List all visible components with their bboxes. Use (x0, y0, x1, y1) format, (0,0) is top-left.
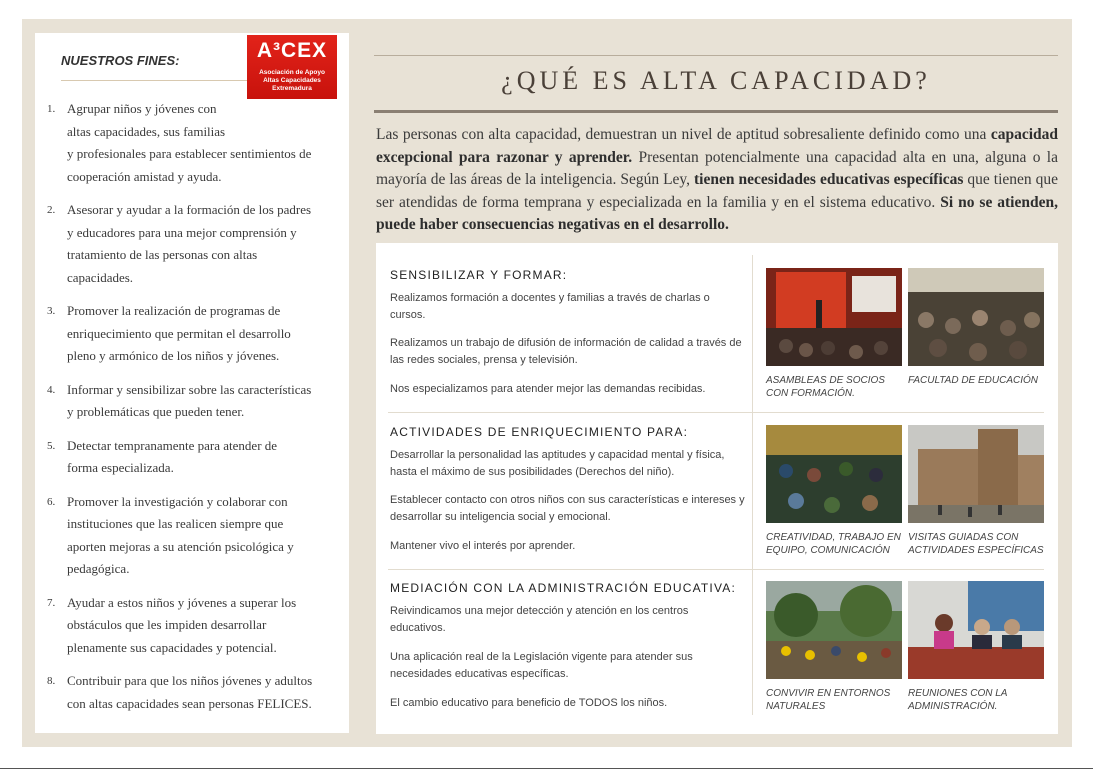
fin-line: y educadores para una mejor comprensión y (67, 224, 297, 240)
fin-line: Detectar tempranamente para atender de (67, 437, 278, 453)
logo-subtitle-line: Altas Capacidades (263, 77, 321, 84)
fin-line: tratamiento de las personas con altas (67, 247, 258, 262)
intro-bold-text: tienen necesidades educativas específicas (694, 171, 964, 188)
photo-caption (766, 688, 906, 713)
fin-line: enriquecimiento que permitan el desarrollo (67, 325, 291, 341)
intro-text: que tienen que ser atendidas de forma temprana y especializada en la familia y en el sistema educativo. (376, 171, 1059, 211)
section-title: ACTIVIDADES DE ENRIQUECIMIENTO PARA: (390, 425, 689, 439)
caption-line: FACULTAD DE EDUCACIÓN (908, 375, 1039, 386)
section-paragraph: Realizamos formación a docentes y familias a través de charlas o cursos. (390, 292, 710, 321)
fin-item-3 (43, 300, 339, 368)
photo-creatividad (766, 425, 902, 523)
section-paragraph: Establecer contacto con otros niños con sus características e intereses y desarrollar su inteligencia social y emocional. (390, 494, 745, 523)
fin-line: aporten mejoras a su atención psicológica y (67, 538, 294, 554)
fines-list (43, 98, 339, 715)
caption-line: ACTIVIDADES ESPECÍFICAS (908, 544, 1044, 556)
fin-number: 5. (47, 439, 56, 452)
caption-line: CONVIVIR EN ENTORNOS (766, 688, 891, 699)
section-sensibilizar (388, 243, 1044, 411)
caption-line: VISITAS GUIADAS CON (908, 532, 1019, 543)
intro-bold-text: capacidad excepcional para razonar y aprender. (376, 126, 1058, 166)
fin-line: Asesorar y ayudar a la formación de los padres (67, 202, 312, 217)
section-paragraph: Mantener vivo el interés por aprender. (390, 540, 576, 552)
photo-visitas (908, 425, 1044, 523)
caption-line: REUNIONES CON LA (908, 688, 1008, 699)
photo-convivir (766, 581, 902, 679)
section-title: SENSIBILIZAR Y FORMAR: (390, 268, 568, 282)
logo-subtitle-line: Asociación de Apoyo (259, 69, 325, 76)
intro-bold-text: Si no se atienden, puede haber consecuencias negativas en el desarrollo. (376, 193, 1058, 233)
photo-reuniones (908, 581, 1044, 679)
caption-line: CREATIVIDAD, TRABAJO EN (766, 532, 901, 543)
fin-line: plenamente sus capacidades y potencial. (67, 639, 277, 655)
section-mediacion (388, 556, 1044, 721)
fin-line: y problemáticas que pueden tener. (67, 404, 245, 419)
logo-main-text: A³CEX (256, 39, 328, 62)
fin-number: 4. (47, 383, 56, 396)
fin-item-1 (43, 98, 339, 188)
section-paragraph: Nos especializamos para atender mejor las demandas recibidas. (390, 383, 706, 395)
fin-line: Agrupar niños y jóvenes con (67, 101, 217, 116)
section-paragraph: Realizamos un trabajo de difusión de información de calidad a través de las redes sociales, prensa y televisión. (390, 337, 742, 366)
caption-line: ASAMBLEAS DE SOCIOS (766, 375, 885, 386)
fin-line: Contribuir para que los niños jóvenes y adultos (67, 673, 313, 688)
section-paragraph: Una aplicación real de la Legislación vigente para atender sus necesidades educativas específicas. (390, 651, 693, 680)
intro-text: Presentan potencialmente una capacidad alta en una, alguna o la mayoría de las áreas de la inteligencia. Según Ley, (376, 148, 1058, 188)
fin-item-8 (43, 670, 339, 715)
logo-subtitle (247, 69, 337, 93)
section-paragraph: Desarrollar la personalidad las aptitudes y capacidad mental y física, hasta el máximo de sus posibilidades (Derechos del niño). (390, 449, 725, 478)
activities-card (376, 243, 1058, 734)
fin-line: Promover la realización de programas de (67, 303, 281, 318)
logo-subtitle-line: Extremadura (272, 85, 312, 92)
photo-caption (908, 532, 1048, 557)
fines-title-rule (61, 80, 271, 81)
fin-line: con altas capacidades sean personas FELICES. (67, 695, 312, 711)
caption-line: NATURALES (766, 700, 826, 712)
fin-number: 7. (47, 596, 56, 609)
fin-item-4 (43, 379, 339, 424)
fin-line: Informar y sensibilizar sobre las características (67, 381, 312, 397)
page-bottom-rule (0, 768, 1093, 769)
section-paragraph: Reivindicamos una mejor detección y atención en los centros educativos. (390, 605, 689, 634)
fin-item-6 (43, 491, 339, 581)
fin-number: 1. (47, 103, 56, 115)
fin-line: altas capacidades, sus familias (67, 123, 226, 139)
fines-title: NUESTROS FINES: (61, 53, 180, 68)
page-title: ¿QUÉ ES ALTA CAPACIDAD? (501, 66, 931, 95)
fin-line: forma especializada. (67, 460, 174, 475)
fin-line: y profesionales para establecer sentimientos de (67, 146, 312, 161)
fin-line: instituciones que las realicen siempre que (67, 516, 284, 531)
fin-item-5 (43, 435, 339, 480)
title-bottom-rule (374, 110, 1058, 113)
photo-caption (908, 688, 1048, 713)
photo-facultad (908, 268, 1044, 366)
fin-line: Ayudar a estos niños y jóvenes a superar los (67, 594, 297, 610)
fin-line: Promover la investigación y colaborar con (67, 493, 288, 509)
fin-number: 6. (47, 495, 56, 508)
fin-line: cooperación amistad y ayuda. (67, 168, 222, 184)
photo-caption (908, 375, 1048, 388)
fin-item-2 (43, 199, 339, 289)
fin-line: obstáculos que les impiden desarrollar (67, 617, 267, 632)
fin-number: 2. (47, 204, 56, 216)
intro-paragraph (376, 124, 1058, 237)
intro-text: Las personas con alta capacidad, demuestran un nivel de aptitud sobresaliente definido como una (376, 126, 991, 143)
fin-item-7 (43, 592, 339, 660)
nuestros-fines-panel (35, 33, 349, 733)
fin-line: pleno y armónico de los niños y jóvenes. (67, 348, 280, 363)
photo-caption (766, 532, 906, 557)
section-title: MEDIACIÓN CON LA ADMINISTRACIÓN EDUCATIVA: (390, 581, 736, 595)
fin-line: pedagógica. (67, 561, 130, 576)
photo-asamblea (766, 268, 902, 366)
photo-caption (766, 375, 906, 400)
a3cex-logo (247, 35, 337, 99)
caption-line: EQUIPO, COMUNICACIÓN (766, 544, 890, 556)
fin-number: 8. (47, 675, 56, 687)
section-actividades (388, 400, 1044, 558)
caption-line: ADMINISTRACIÓN. (908, 700, 998, 712)
title-top-rule (374, 55, 1058, 56)
caption-line: CON FORMACIÓN. (766, 387, 855, 399)
fin-line: capacidades. (67, 269, 134, 285)
section-paragraph: El cambio educativo para beneficio de TODOS los niños. (390, 697, 668, 709)
fin-number: 3. (47, 305, 56, 317)
